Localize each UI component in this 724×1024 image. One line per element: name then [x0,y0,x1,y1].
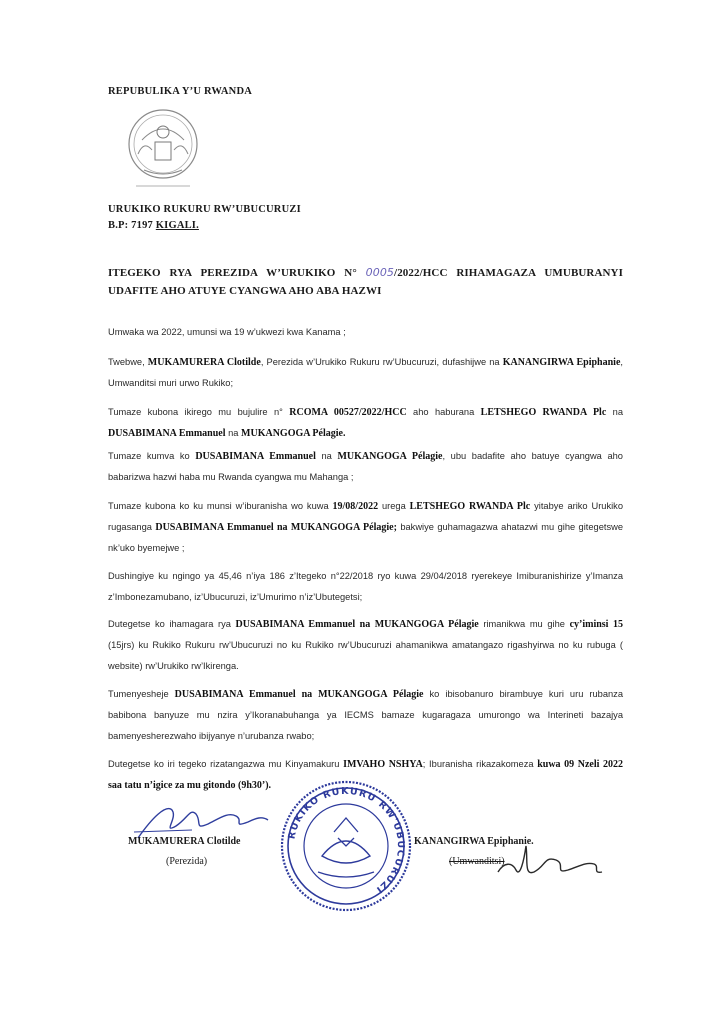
p4-text-3: , ubu badafite aho batuye cyangwa aho babarizwa hazwi haba mu Rwanda cyangwa mu Mahanga ; [108,451,623,482]
paragraph-summons-posting [108,614,623,677]
title-part-2: /2022/HCC RIHAMAGAZA UMUBURANYI UDAFITE AHO ATUYE CYANGWA AHO ABA HAZWI [108,267,623,297]
p3-bold-2: LETSHEGO RWANDA Plc [480,407,607,418]
paragraph-unknown-address [108,446,623,488]
handwritten-order-number: 0005 [365,266,395,279]
p9-bold-1: IMVAHO NSHYA [343,759,423,770]
document-title [108,264,623,300]
judge-name: MUKAMURERA Clotilde [128,836,241,847]
paragraph-legal-basis: Dushingiye ku ngingo ya 45,46 n’iya 186 z’Itegeko n°22/2018 ryo kuwa 29/04/2018 ryerekeye Imiburanishirize y’Imanza z’Imbonezamubano, iz’Ubucuruzi, iz’Umurimo n’iz’Ubutegetsi; [108,571,623,602]
court-stamp-icon [278,778,414,914]
paragraph-iecms-notice [108,684,623,747]
header-court-name: URUKIKO RUKURU RW’UBUCURUZI [108,204,301,215]
p7-text-2: rimanikwa mu gihe [478,619,570,629]
p5-text-4: bakwiye guhamagazwa ahatazwi mu gihe gitegetswe nk’uko byemejwe ; [108,522,623,553]
p8-bold-1: DUSABIMANA Emmanuel na MUKANGOGA Pélagie [174,689,424,700]
p5-bold-2: LETSHEGO RWANDA Plc [409,501,531,512]
p4-text-2: na [315,451,338,461]
p4-bold-1: DUSABIMANA Emmanuel [195,451,316,462]
paragraph-hearing [108,496,623,559]
title-part-1: ITEGEKO RYA PEREZIDA W’URUKIKO N° [108,267,366,279]
paragraph-date: Umwaka wa 2022, umunsi wa 19 w’ukwezi kwa Kanama ; [108,327,346,337]
p3-text-1: Tumaze kubona ikirego mu bujulire n° [108,407,290,417]
judge-role: (Perezida) [166,856,208,867]
p7-bold-2: cy’iminsi 15 [569,619,623,630]
p3-bold-3: DUSABIMANA Emmanuel [108,428,226,439]
p2-text-3: , Umwanditsi muri urwo Rukiko; [108,357,623,388]
p3-text-2: aho haburana [406,407,481,417]
p3-bold-4: MUKANGOGA Pélagie. [241,428,346,439]
p8-text-1: Tumenyesheje [108,689,175,699]
clerk-name: KANANGIRWA Epiphanie. [414,836,534,847]
po-box-city: KIGALI. [155,220,199,231]
clerk-role [449,856,505,867]
p3-bold-1: RCOMA 00527/2022/HCC [289,407,407,418]
p5-text-3: yitabye ariko Urukiko rugasanga [108,501,624,532]
po-box-number: B.P: 7197 [108,220,156,231]
header-po-box [108,220,199,231]
p2-text-1: Twebwe, [108,357,148,367]
p4-text-1: Tumaze kumva ko [108,451,196,461]
p8-text-2: ko ibisobanuro birambuye kuri uru rubanza babibona banyuze mu nzira y’Ikoranabuhanga ya IECMS bamaze kugaragaza umurongo wa Interineti bazajya bamenyesherezwaho ibijyanye n’urubanza rwabo; [108,689,624,741]
p9-text-1: Dutegetse ko iri tegeko rizatangazwa mu Kinyamakuru [108,759,344,769]
p7-bold-1: DUSABIMANA Emmanuel na MUKANGOGA Pélagie [235,619,479,630]
p3-text-4: na [225,428,242,438]
p5-text-1: Tumaze kubona ko ku munsi w’iburanisha wo kuwa [108,501,333,511]
paragraph-case [108,402,623,444]
p3-text-3: na [606,407,624,417]
clerk-role-text: (Umwanditsi) [449,856,505,867]
stamp-text: RUKIKO RUKURU RW'UBUCURUZI [286,785,407,896]
p7-text-1: Dutegetse ko ihamagara rya [108,619,236,629]
p7-text-3: (15jrs) ku Rukiko Rukuru rw’Ubucuruzi no ku Rukiko rw’Ubucuruzi ahamanikwa amatangazo rigashyirwa no ku rubuga ( website) rw’Urukiko rw’Ikirenga. [108,640,623,671]
p5-bold-3: DUSABIMANA Emmanuel na MUKANGOGA Pélagie; [155,522,397,533]
header-republic: REPUBULIKA Y’U RWANDA [108,86,253,97]
p2-bold-2: KANANGIRWA Epiphanie [502,357,621,368]
paragraph-judge [108,352,623,394]
p4-bold-2: MUKANGOGA Pélagie [337,451,443,462]
p5-bold-1: 19/08/2022 [332,501,379,512]
rwanda-coat-of-arms-icon [124,100,202,192]
p2-text-2: , Perezida w’Urukiko Rukuru rw’Ubucuruzi, dufashijwe na [260,357,503,367]
clerk-signature-icon [494,842,604,884]
p9-bold-2: kuwa 09 Nzeli 2022 saa tatu n’igice za mu gitondo (9h30’). [108,759,623,791]
p2-bold-1: MUKAMURERA Clotilde [147,357,261,368]
p5-text-2: urega [378,501,410,511]
p9-text-2: ; Iburanisha rikazakomeza [422,759,538,769]
